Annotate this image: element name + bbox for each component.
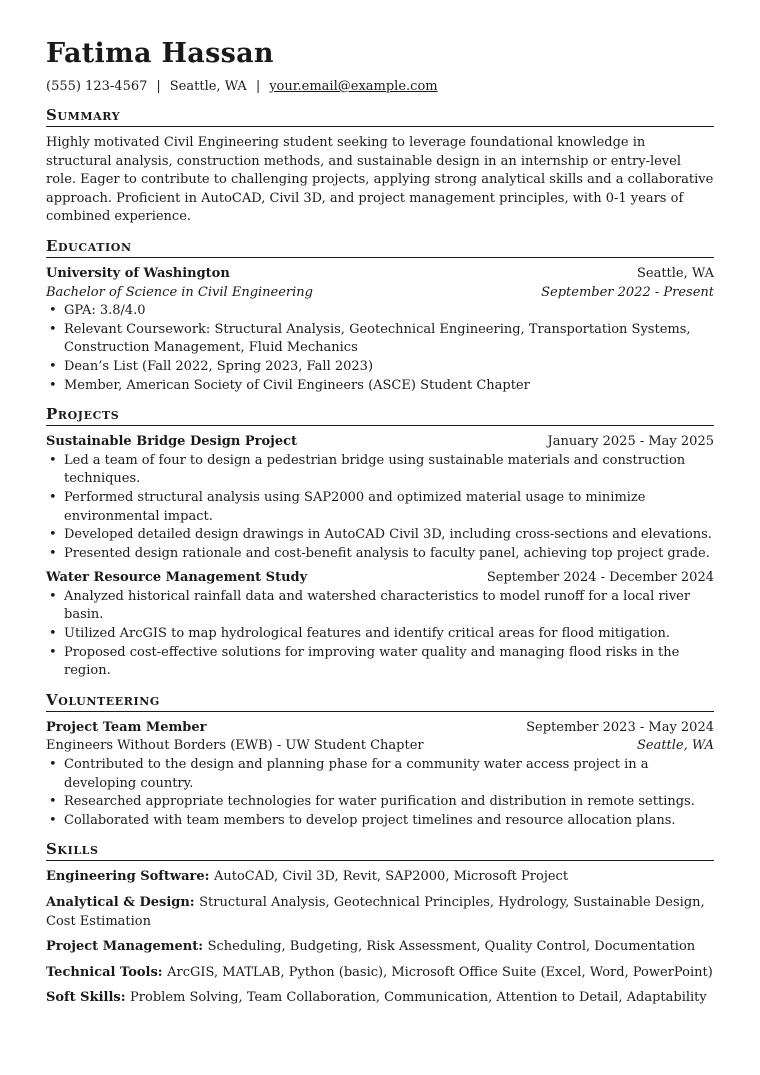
- skill-value: Problem Solving, Team Collaboration, Communication, Attention to Detail, Adaptability: [130, 990, 707, 1006]
- skill-value: ArcGIS, MATLAB, Python (basic), Microsoft Office Suite (Excel, Word, PowerPoint): [167, 964, 713, 980]
- skill-value: AutoCAD, Civil 3D, Revit, SAP2000, Microsoft Project: [213, 869, 569, 885]
- projects-section: [46, 405, 714, 681]
- skill-label: Engineering Software:: [46, 869, 214, 885]
- list-item: • GPA: 3.8/4.0: [46, 302, 714, 321]
- education-dates: September 2022 - Present: [541, 284, 714, 300]
- candidate-name: Fatima Hassan: [46, 38, 274, 69]
- summary-text: Highly motivated Civil Engineering student seeking to leverage foundational knowledge in structural analysis, construction methods, and sustainable design in an internship or entry-level role. Eager to contribute to challenging projects, applying strong analytical skills and a collaborative approach. Proficient in AutoCAD, Civil 3D, and project management principles, with 0-1 years of combined experience.: [46, 135, 714, 225]
- section-title-summary: Summary: [46, 106, 714, 127]
- phone: (555) 123-4567: [46, 79, 148, 94]
- project-entry: [46, 569, 714, 681]
- separator: |: [255, 79, 261, 94]
- skill-row: [46, 964, 714, 983]
- list-item: • Relevant Coursework: Structural Analysis, Geotechnical Engineering, Transportation Systems, Construction Management, Fluid Mechanics: [46, 321, 714, 358]
- skill-row: [46, 938, 714, 957]
- list-item: • Dean’s List (Fall 2022, Spring 2023, Fall 2023): [46, 358, 714, 377]
- section-title-skills: Skills: [46, 840, 714, 861]
- education-section: [46, 237, 714, 395]
- list-item: • Member, American Society of Civil Engineers (ASCE) Student Chapter: [46, 377, 714, 396]
- skill-label: Technical Tools:: [46, 964, 168, 980]
- section-title-volunteering: Volunteering: [46, 691, 714, 712]
- list-item: • Developed detailed design drawings in AutoCAD Civil 3D, including cross-sections and elevations.: [46, 526, 714, 545]
- degree: Bachelor of Science in Civil Engineering: [46, 284, 313, 300]
- list-item: • Contributed to the design and planning phase for a community water access project in a developing country.: [46, 756, 714, 793]
- degree-row: [46, 284, 714, 303]
- skill-label: Project Management:: [46, 939, 208, 955]
- separator: |: [156, 79, 161, 94]
- list-item: • Proposed cost-effective solutions for improving water quality and managing flood risks in the region.: [46, 644, 714, 681]
- school-location: Seattle, WA: [636, 265, 714, 281]
- section-title-projects: Projects: [46, 405, 714, 426]
- school-name: University of Washington: [46, 265, 230, 281]
- project-name: Water Resource Management Study: [46, 570, 308, 586]
- skill-value: Structural Analysis, Geotechnical Principles, Hydrology, Sustainable Design, Cost Estimation: [46, 895, 705, 929]
- project-entry: [46, 433, 714, 563]
- skill-label: Analytical & Design:: [46, 895, 200, 910]
- volunteering-section: [46, 691, 714, 831]
- list-item: • Utilized ArcGIS to map hydrological features and identify critical areas for flood mitigation.: [46, 625, 714, 644]
- project-header: [46, 569, 714, 588]
- skills-section: [46, 840, 714, 1008]
- project-bullets: [46, 588, 714, 681]
- volunteer-location: Seattle, WA: [636, 738, 714, 754]
- email-link[interactable]: your.email@example.com: [269, 79, 438, 94]
- project-dates: January 2025 - May 2025: [547, 434, 714, 450]
- volunteer-org: Engineers Without Borders (EWB) - UW Student Chapter: [46, 738, 424, 754]
- skill-row: [46, 868, 714, 887]
- list-item: • Presented design rationale and cost-benefit analysis to faculty panel, achieving top project grade.: [46, 545, 714, 564]
- project-header: [46, 433, 714, 452]
- section-title-education: Education: [46, 237, 714, 258]
- education-bullets: [46, 302, 714, 395]
- volunteer-header: [46, 719, 714, 738]
- skill-value: Scheduling, Budgeting, Risk Assessment, Quality Control, Documentation: [207, 939, 696, 955]
- project-bullets: [46, 452, 714, 564]
- education-header: [46, 265, 714, 284]
- project-name: Sustainable Bridge Design Project: [46, 434, 298, 450]
- volunteer-dates: September 2023 - May 2024: [526, 719, 714, 735]
- volunteer-org-row: [46, 737, 714, 756]
- skill-row: [46, 894, 714, 931]
- location: Seattle, WA: [169, 79, 247, 94]
- volunteer-bullets: [46, 756, 714, 830]
- skill-label: Soft Skills:: [46, 990, 131, 1006]
- summary-section: [46, 106, 714, 227]
- contact-line: [46, 78, 714, 96]
- list-item: • Led a team of four to design a pedestrian bridge using sustainable materials and construction techniques.: [46, 452, 714, 489]
- list-item: • Researched appropriate technologies for water purification and distribution in remote settings.: [46, 793, 714, 812]
- list-item: • Collaborated with team members to develop project timelines and resource allocation plans.: [46, 812, 714, 831]
- skill-row: [46, 989, 714, 1008]
- list-item: • Analyzed historical rainfall data and watershed characteristics to model runoff for a local river basin.: [46, 588, 714, 625]
- project-dates: September 2024 - December 2024: [486, 570, 714, 586]
- volunteer-role: Project Team Member: [46, 719, 207, 735]
- list-item: • Performed structural analysis using SAP2000 and optimized material usage to minimize environmental impact.: [46, 489, 714, 526]
